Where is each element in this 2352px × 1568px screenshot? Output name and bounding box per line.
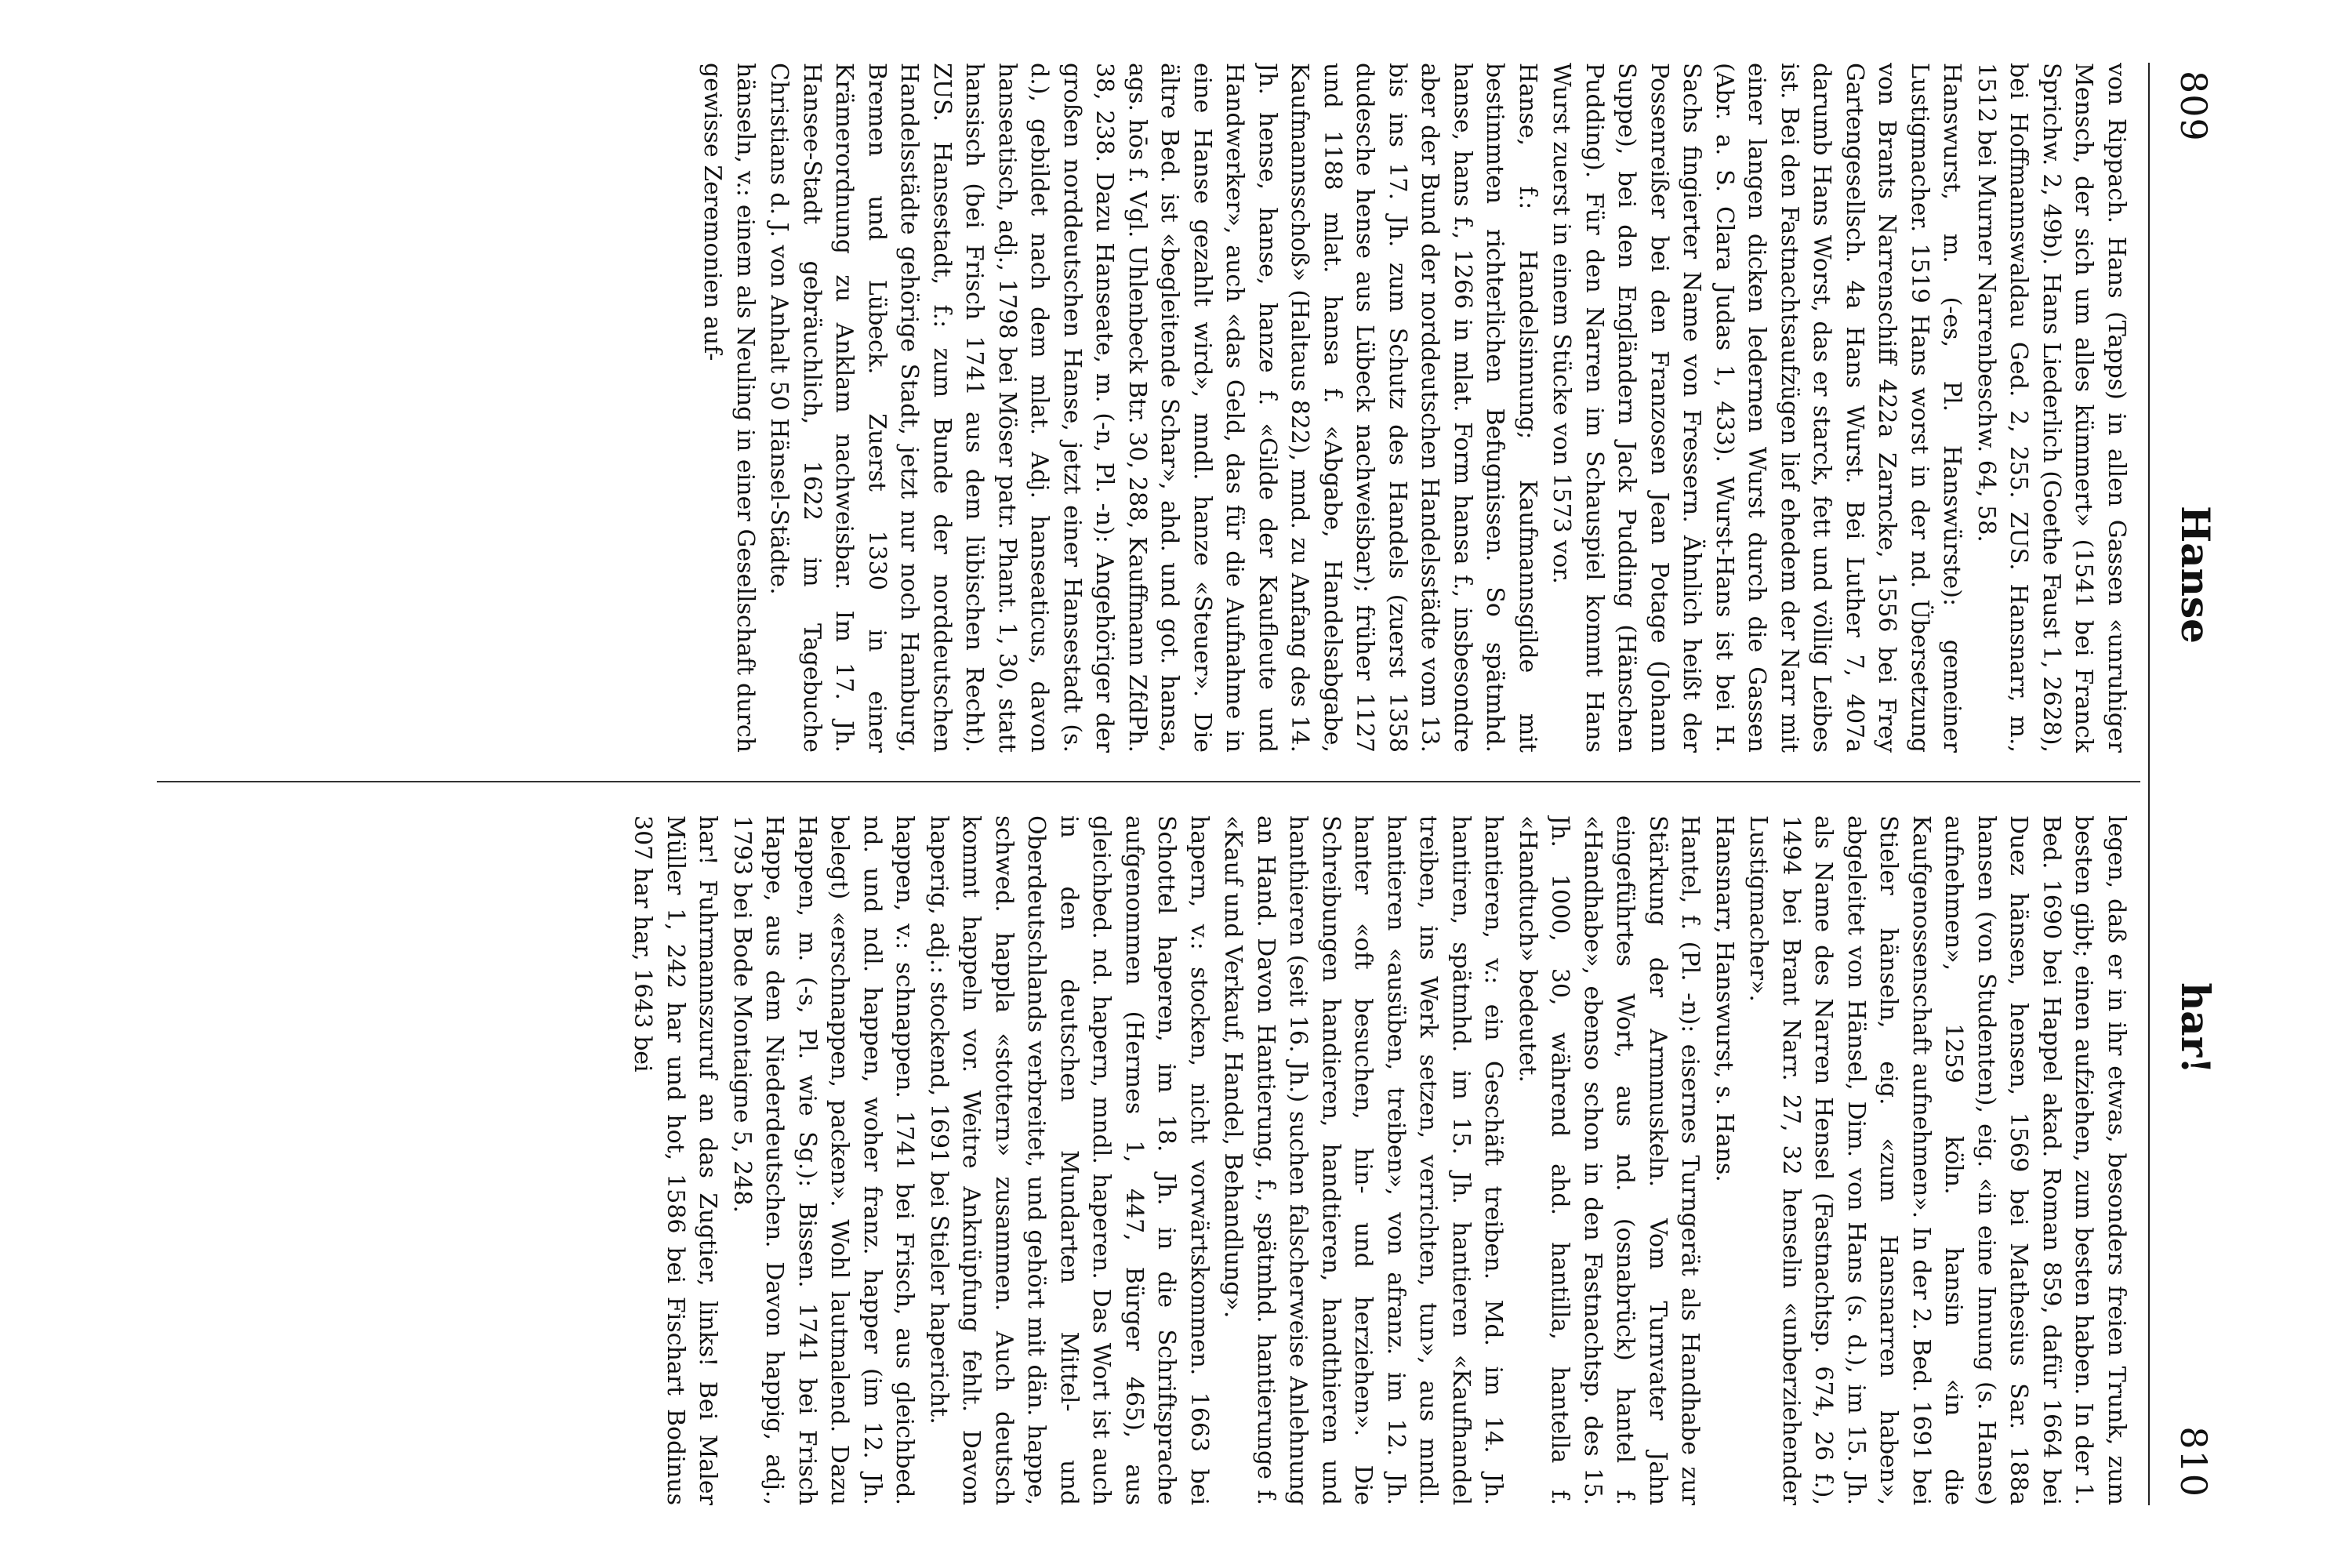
page-number-right: 810	[2172, 1426, 2215, 1497]
paragraph: Hanse, f.: Handelsinnung; Kaufmannsgilde mit bestimmten richterlichen Befugnissen. So spätmhd. hanse, hans f., 1266 in mlat. Form hansa f., insbesondre aber der Bund der norddeutschen Handelsstädte vom 13. bis ins 17. Jh. zum Schutz des Handels (zuerst 1358 dudesche hense aus Lübeck nachweisbar); früher 1127 und 1188 mlat. hansa f. «Abgabe, Handelsabgabe, Kaufmannsschoß» (Haltaus 822), mnd. zu Anfang des 14. Jh. hense, hanse, hanze f. «Gilde der Kaufleute und Handwerker», auch «das Geld, das für die Aufnahme in eine Hanse gezahlt wird», mndl. hanze «Steuer». Die ältre Bed. ist «begleitende Schar», ahd. und got. hansa, ags. hōs f. Vgl. Uhlenbeck Btr. 30, 288, Kauffmann ZfdPh. 38, 238. Dazu Hanseate, m. (-n, Pl. -n): Angehöriger der großen norddeutschen Hanse, jetzt einer Hansestadt (s. d.), gebildet nach dem mlat. Adj. hanseaticus, davon hanseatisch, adj., 1798 bei Möser patr. Phant. 1, 30, statt hansisch (bei Frisch 1741 aus dem lübischen Recht). ZUS. Hansestadt, f.: zum Bunde der norddeutschen Handelsstädte gehörige Stadt, jetzt nur noch Hamburg, Bremen und Lübeck. Zuerst 1330 in einer Krämerordnung zu Anklam nachweisbar. Im 17. Jh. Hansee-Stadt gebräuchlich, 1622 im Tagebuche Christians d. J. von Anhalt 50 Hänsel-Städte.	[765, 63, 1541, 753]
column-right	[157, 815, 2132, 1505]
paragraph: happen, v.: schnappen. 1741 bei Frisch, aus gleichbed. nd. und ndl. happen, woher franz. happer (im 12. Jh. belegt) «erschnappen, packen». Wohl lautmalend. Dazu Happen, m. (-s, Pl. wie Sg.): Bissen. 1741 bei Frisch Happe, aus dem Niederdeutschen. Davon happig, adj., 1793 bei Bode Montaigne 5, 248.	[728, 815, 919, 1505]
column-left	[157, 63, 2132, 753]
header-rule	[2148, 63, 2150, 1505]
paragraph: hantieren, v.: ein Geschäft treiben. Md. im 14. Jh. hantiren, spätmhd. im 15. Jh. hantieren «Kaufhandel treiben, ins Werk setzen, verrichten, tun», aus mndl. hantieren «ausüben, treiben», von afranz. im 12. Jh. hanter «oft besuchen, hin- und herziehen». Die Schreibungen handieren, handtieren, handthieren und hanthieren (seit 16. Jh.) suchen falscherweise Anlehnung an Hand. Davon Hantierung, f., spätmhd. hantierunge f. «Kauf und Verkauf, Handel, Behandlung».	[1219, 815, 1508, 1505]
running-head-left: Hanse	[2172, 506, 2219, 644]
page-header	[2148, 55, 2234, 1513]
paragraph: Hansnarr, Hanswurst, s. Hans.	[1711, 815, 1738, 1182]
paragraph: hapern, v.: stocken, nicht vorwärtskommen. 1663 bei Schottel haperen, im 18. Jh. in die Schriftsprache aufgenommen (Hermes 1, 447, Bürger 465), aus gleichbed. nd. hapern, mndl. haperen. Das Wort ist auch in den deutschen Mundarten Mittel- und Oberdeutschlands verbreitet, und gehört mit dän. happe, schwed. happla «stottern» zusammen. Auch deutsch kommt happeln vor. Weitre Anknüpfung fehlt. Davon haperig, adj.: stockend, 1691 bei Stieler hapericht.	[925, 815, 1213, 1505]
page-number-left: 809	[2172, 71, 2215, 142]
paragraph: Hanswurst, m. (-es, Pl. Hanswürste): gemeiner Lustigmacher. 1519 Hans worst in der nd. Übersetzung von Brants Narrenschiff 422a Zarncke, 1556 bei Frey Gartengesellsch. 4a Hans Wurst. Bei Luther 7, 407a darumb Hans Worst, das er starck, fett und völlig Leibes ist. Bei den Fastnachtsaufzügen lief ehedem der Narr mit einer langen dicken ledernen Wurst durch die Gassen (Abr. a. S. Clara Judas 1, 433). Wurst-Hans ist bei H. Sachs fingierter Name von Fressern. Ähnlich heißt der Possenreißer bei den Franzosen Jean Potage (Johann Suppe), bei den Engländern Jack Pudding (Hänschen Pudding). Für den Narren im Schauspiel kommt Hans Wurst zuerst in einem Stücke von 1573 vor.	[1548, 63, 1966, 753]
running-head-right: har!	[2172, 982, 2219, 1074]
paragraph: legen, daß er in ihr etwas, besonders freien Trunk, zum besten gibt; einen aufziehen, zum besten haben. In der 1. Bed. 1690 bei Happel akad. Roman 859, dafür 1664 bei Duez hänsen, hensen, 1569 bei Mathesius Sar. 188a hansen (von Studenten), eig. «in eine Innung (s. Hanse) aufnehmen», 1259 köln. hansin «in die Kaufgenossenschaft aufnehmen». In der 2. Bed. 1691 bei Stieler hänseln, eig. «zum Hansnarren haben», abgeleitet von Hänsel, Dim. von Hans (s. d.), im 15. Jh. als Name des Narren Hensel (Fastnachtsp. 674, 26 f.), 1494 bei Brant Narr. 27, 32 henselin «unberziehender Lustigmacher».	[1744, 815, 2130, 1505]
paragraph: har! Fuhrmannszuruf an das Zugtier, links! Bei Maler Müller 1, 242 har und hot, 1586 bei Fischart Bodinus 307 har har, 1643 bei	[629, 815, 722, 1505]
rotated-page-content	[118, 39, 2234, 1529]
paragraph: Hantel, f. (Pl. -n): eisernes Turngerät als Handhabe zur Stärkung der Armmuskeln. Vom Turnvater Jahn eingeführtes Wort, aus nd. (osnabrück) hantel f. «Handhabe», ebenso schon in den Fastnachtsp. des 15. Jh. 1000, 30, während ahd. hantilla, hantella f. «Handtuch» bedeutet.	[1514, 815, 1704, 1505]
paragraph: hänseln, v.: einem als Neuling in einer Gesellschaft durch gewisse Zeremonien auf-	[699, 63, 759, 753]
paragraph: von Rippach. Hans (Tapps) in allen Gassen «unruhiger Mensch, der sich um alles kümmert» (1541 bei Franck Sprichw. 2, 49b). Hans Liederlich (Goethe Faust 1, 2628), bei Hoffmannswaldau Ged. 2, 255. ZUS. Hansnarr, m., 1512 bei Murner Narrenbeschw. 64, 58.	[1973, 63, 2130, 753]
column-divider	[157, 781, 2140, 782]
